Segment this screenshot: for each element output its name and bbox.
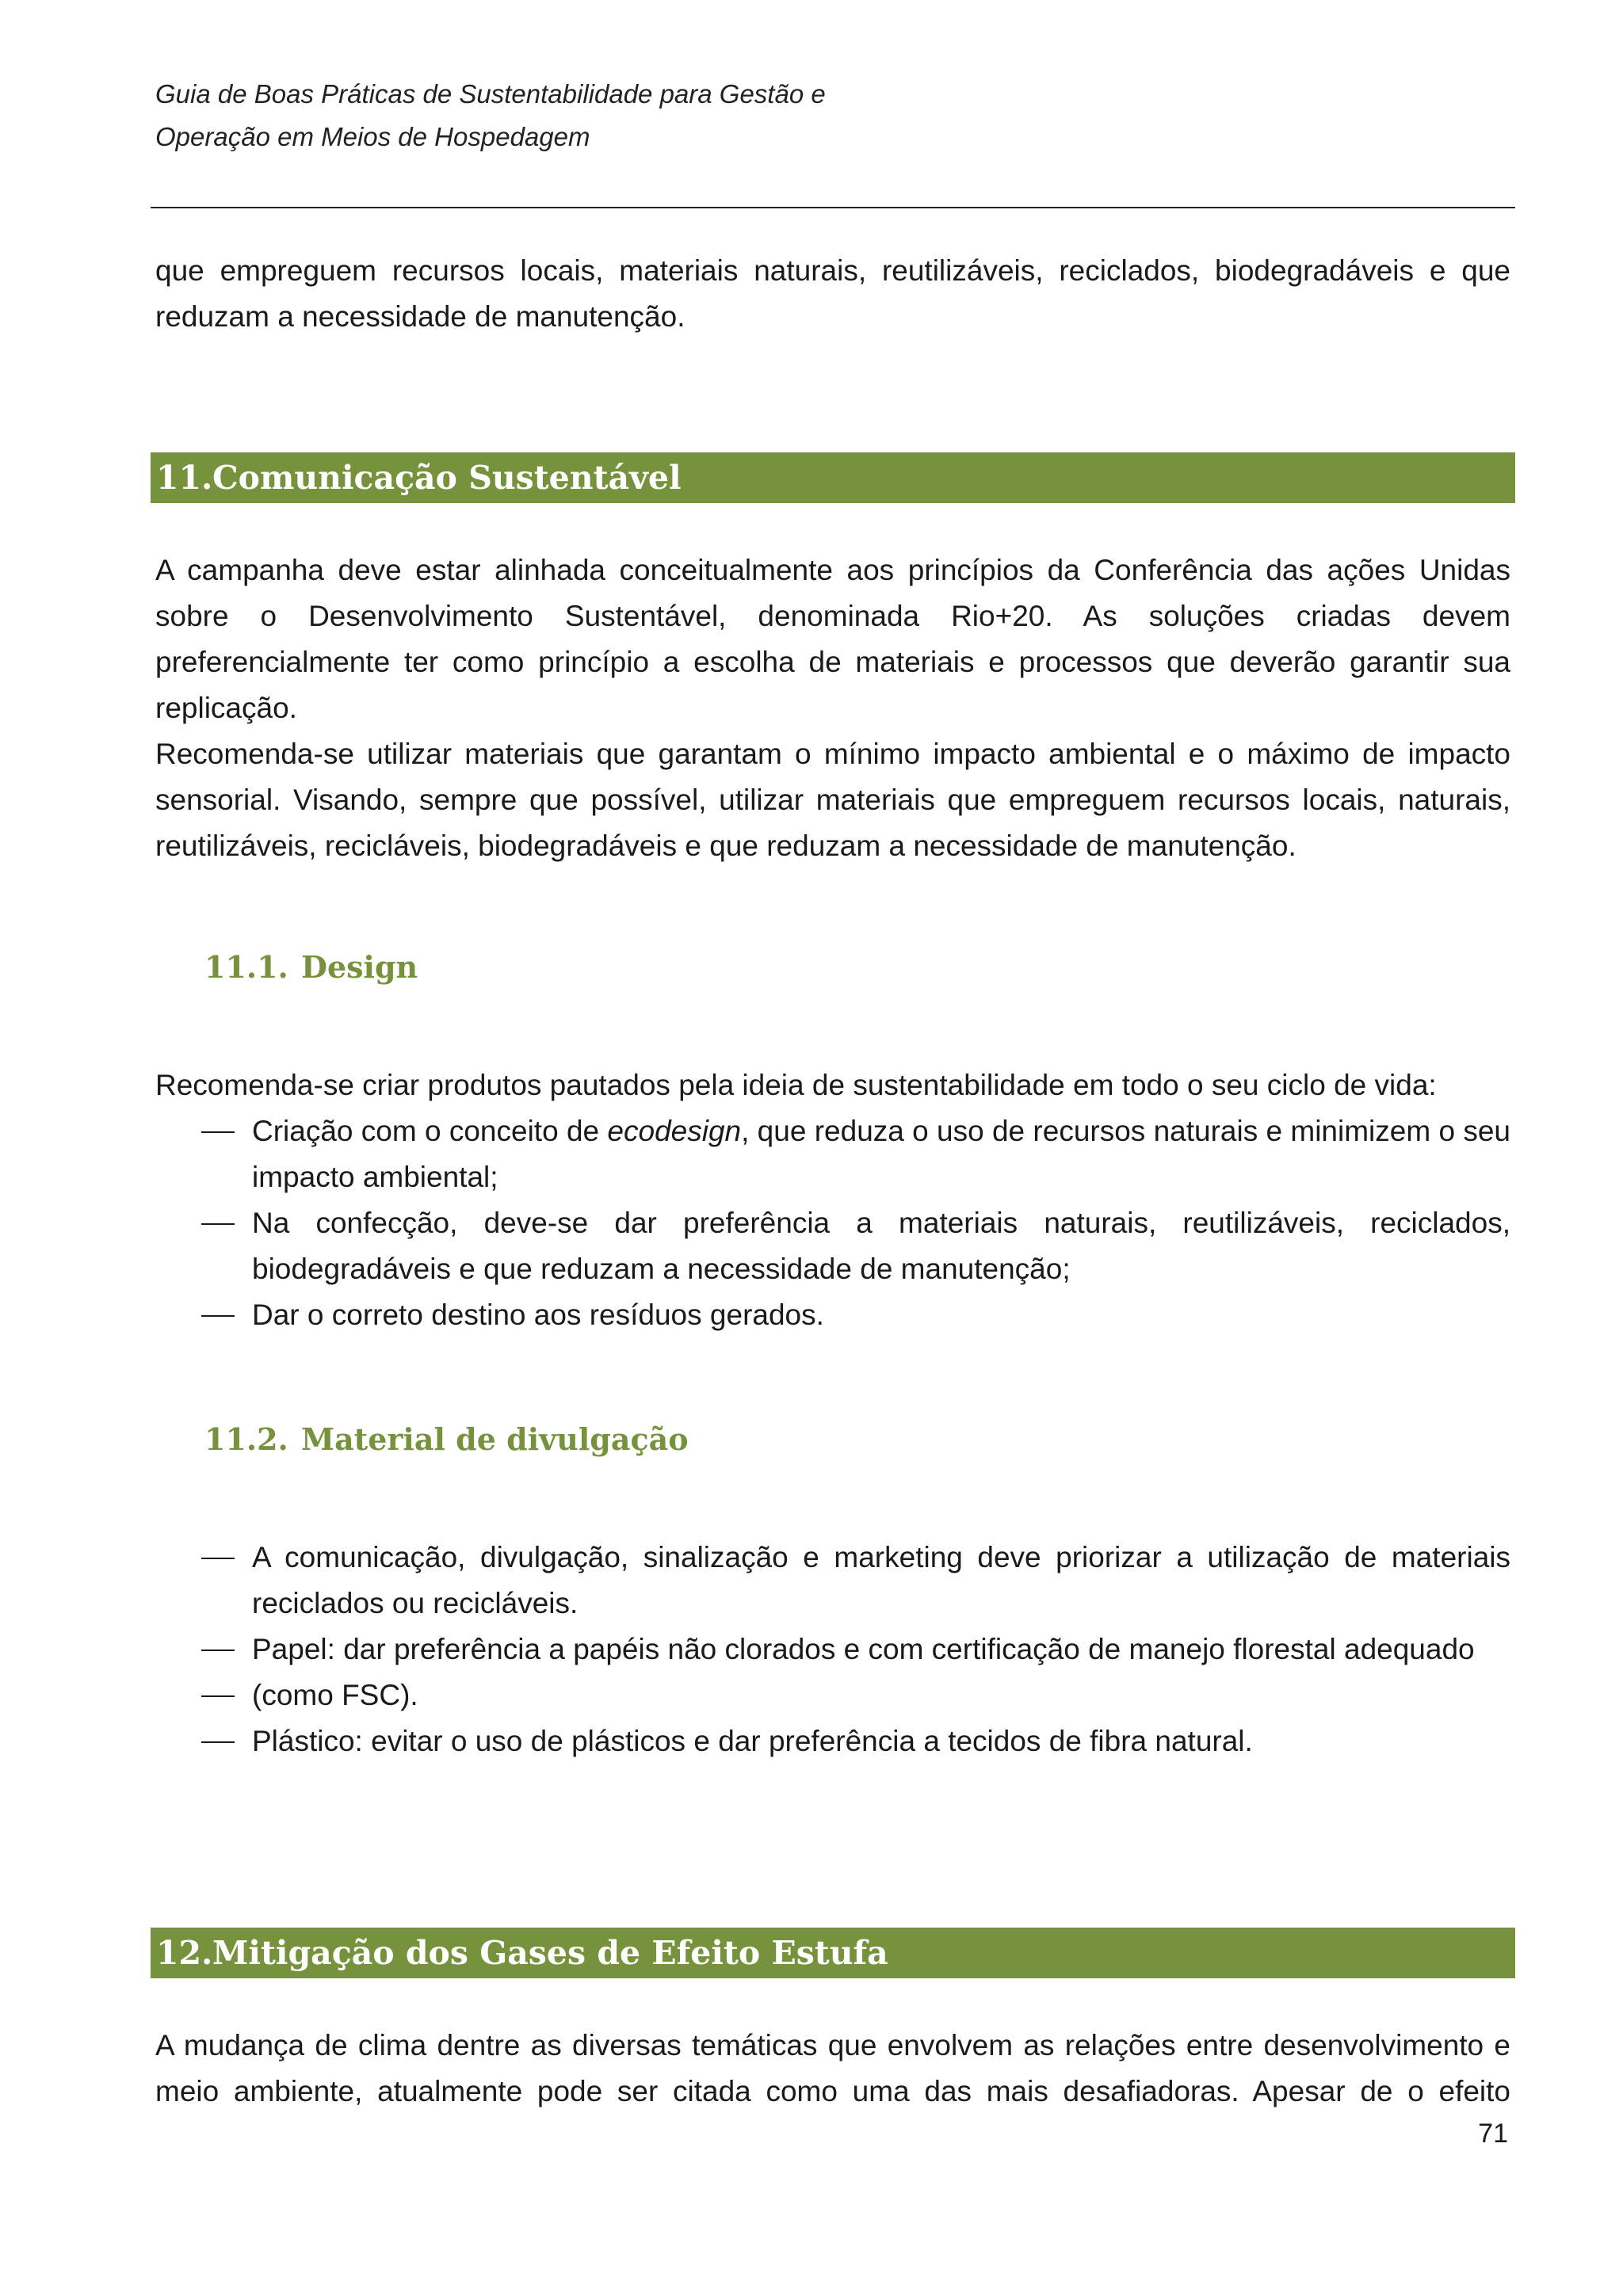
subsection-11-1-title: Design — [301, 949, 418, 985]
divulgacao-item-4: Plástico: evitar o uso de plásticos e dar preferência a tecidos de fibra natural. — [252, 1725, 1253, 1757]
design-item-3: Dar o correto destino aos resíduos gerados. — [252, 1299, 824, 1331]
section-11-body — [155, 547, 1510, 869]
header-line-1: Guia de Boas Práticas de Sustentabilidade para Gestão e — [155, 79, 826, 109]
dash-bullet-icon — [201, 1315, 235, 1317]
divulgacao-item-1: A comunicação, divulgação, sinalização e marketing deve priorizar a utilização de materiais reciclados ou recicláveis. — [252, 1541, 1510, 1619]
section-11-paragraph-1: A campanha deve estar alinhada conceitualmente aos princípios da Conferência das ações Unidas sobre o Desenvolvimento Sustentável, denominada Rio+20. As soluções criadas devem preferencialmente ter como princípio a escolha de materiais e processos que deverão garantir sua replicação. — [155, 554, 1510, 724]
design-item-1-after: , que reduza o uso de recursos naturais e minimizem o seu impacto ambiental; — [252, 1115, 1510, 1193]
section-11-number: 11. — [156, 459, 213, 497]
page-number: 71 — [1478, 2119, 1508, 2149]
section-11-heading — [151, 452, 1515, 503]
subsection-11-2-number: 11.2. — [204, 1421, 288, 1457]
intro-text: que empreguem recursos locais, materiais naturais, reutilizáveis, reciclados, biodegradáveis e que reduzam a necessidade de manutenção. — [155, 254, 1510, 333]
dash-bullet-icon — [201, 1741, 235, 1743]
intro-paragraph — [155, 248, 1510, 340]
design-lead-text: Recomenda-se criar produtos pautados pela ideia de sustentabilidade em todo o seu ciclo de vida: — [155, 1069, 1437, 1101]
design-list-item — [201, 1200, 1510, 1292]
divulgacao-list — [201, 1535, 1510, 1764]
divulgacao-item-2: Papel: dar preferência a papéis não clorados e com certificação de manejo florestal adequado — [252, 1633, 1475, 1665]
dash-bullet-icon — [201, 1558, 235, 1559]
subsection-11-1-number: 11.1. — [204, 949, 288, 985]
design-item-1-before: Criação com o conceito de — [252, 1115, 608, 1147]
divulgacao-list-item — [201, 1718, 1510, 1764]
design-item-2: Na confecção, deve-se dar preferência a materiais naturais, reutilizáveis, reciclados, biodegradáveis e que reduzam a necessidade de manutenção; — [252, 1207, 1510, 1285]
design-list-item — [201, 1108, 1510, 1200]
section-12-paragraph-1: A mudança de clima dentre as diversas temáticas que envolvem as relações entre desenvolvimento e meio ambiente, atualmente pode ser citada como uma das mais desafiadoras. Apesar de o efeito — [155, 2029, 1510, 2107]
header-divider — [151, 207, 1515, 208]
header-line-2: Operação em Meios de Hospedagem — [155, 122, 590, 151]
dash-bullet-icon — [201, 1695, 235, 1697]
section-11-title: Comunicação Sustentável — [212, 459, 682, 497]
design-item-1-emphasis: ecodesign — [607, 1115, 742, 1147]
section-12-title: Mitigação dos Gases de Efeito Estufa — [212, 1934, 888, 1972]
divulgacao-list-item — [201, 1627, 1510, 1672]
divulgacao-list-item — [201, 1672, 1510, 1718]
dash-bullet-icon — [201, 1131, 235, 1133]
dash-bullet-icon — [201, 1650, 235, 1651]
divulgacao-item-3: (como FSC). — [252, 1679, 418, 1711]
section-12-body — [155, 2023, 1510, 2115]
section-12-heading — [151, 1928, 1515, 1978]
running-header — [155, 73, 1503, 158]
section-12-number: 12. — [156, 1934, 213, 1972]
divulgacao-list-item — [201, 1535, 1510, 1627]
section-11-paragraph-2: Recomenda-se utilizar materiais que garantam o mínimo impacto ambiental e o máximo de impacto sensorial. Visando, sempre que possível, utilizar materiais que empreguem recursos locais, naturais, reutilizáveis, recicláveis, biodegradáveis e que reduzam a necessidade de manutenção. — [155, 738, 1510, 862]
design-list — [201, 1108, 1510, 1338]
dash-bullet-icon — [201, 1223, 235, 1225]
subsection-11-2-title: Material de divulgação — [301, 1421, 689, 1457]
subsection-11-1-lead — [155, 1062, 1510, 1108]
design-list-item — [201, 1292, 1510, 1338]
